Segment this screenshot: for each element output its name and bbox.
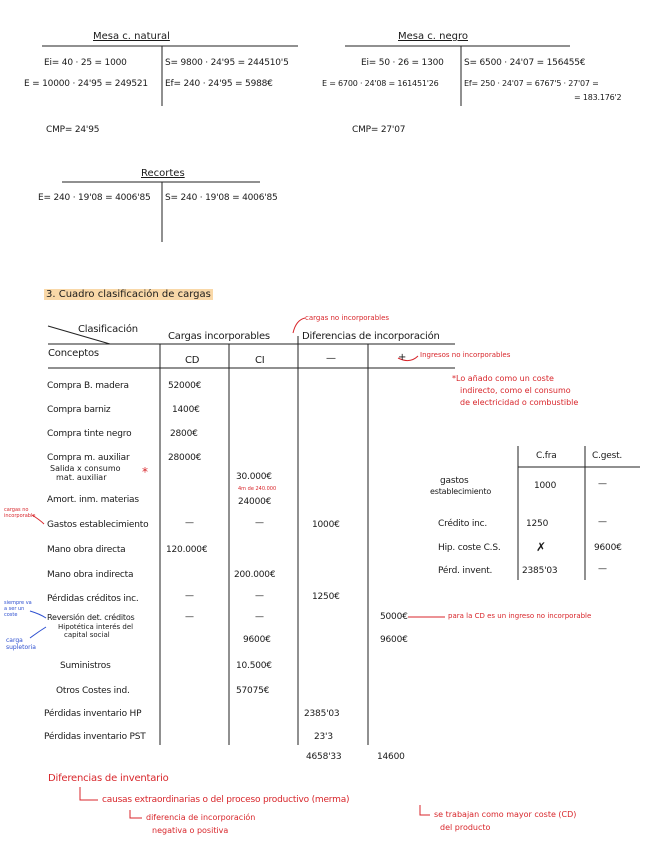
row-cd-1: 1400€ xyxy=(172,405,200,415)
side-row-v1-0: 1000 xyxy=(534,481,557,491)
side-row-v2-2: 9600€ xyxy=(594,543,622,553)
side-row-v2-3: — xyxy=(598,564,607,574)
bottom-line-3b: del producto xyxy=(440,823,491,832)
t-natural-credit-2: Ef= 240 · 24'95 = 5988€ xyxy=(165,79,273,89)
side-note xyxy=(452,373,578,409)
side-row-label-0b: establecimiento xyxy=(430,487,492,496)
side-note-line: indirecto, como el consumo xyxy=(460,386,571,395)
side-row-label-0: gastos xyxy=(440,476,469,486)
side-note-line: de electricidad o combustible xyxy=(460,398,579,407)
row-concept-4b: mat. auxiliar xyxy=(56,473,107,482)
side-row-v1-1: 1250 xyxy=(526,519,549,529)
row-cd-7: 120.000€ xyxy=(166,545,208,555)
row-concept-10: Reversión det. créditos xyxy=(47,613,135,622)
bottom-line-2b: negativa o positiva xyxy=(152,826,229,835)
row-ci-11: 9600€ xyxy=(243,635,271,645)
row-cd-2: 2800€ xyxy=(170,429,198,439)
bottom-line-1: causas extraordinarias o del proceso productivo (merma) xyxy=(102,795,350,805)
bottom-line-2a: diferencia de incorporación xyxy=(146,813,256,822)
row-minus-15: 23'3 xyxy=(314,732,333,742)
note-line: a ser un xyxy=(4,606,25,612)
note-line: cargas no xyxy=(4,507,29,513)
row-concept-8: Mano obra indirecta xyxy=(47,570,134,580)
t-negro-debit-1: Ei= 50 · 26 = 1300 xyxy=(361,58,444,68)
t-natural-debit-1: Ei= 40 · 25 = 1000 xyxy=(44,58,127,68)
row-cd-3: 28000€ xyxy=(168,453,202,463)
row-ci-12: 10.500€ xyxy=(236,661,272,671)
cmp-natural: CMP= 24'95 xyxy=(46,125,100,135)
t-recortes-debit-1: E= 240 · 19'08 = 4006'85 xyxy=(38,193,151,203)
header-diferencias: Diferencias de incorporación xyxy=(302,331,440,342)
t-account-negro-title: Mesa c. negro xyxy=(398,31,468,42)
row-concept-2: Compra tinte negro xyxy=(47,429,132,439)
row-concept-3: Compra m. auxiliar xyxy=(47,453,130,463)
row-ci-9: — xyxy=(255,591,264,601)
row-ci-6: — xyxy=(255,518,264,528)
row-minus-14: 2385'03 xyxy=(304,709,340,719)
row-concept-6: Gastos establecimiento xyxy=(47,520,149,530)
side-row-v1-2: ✗ xyxy=(536,540,546,554)
t-natural-credit-1: S= 9800 · 24'95 = 244510'5 xyxy=(165,58,289,68)
col-minus: — xyxy=(326,353,336,364)
row-ci-8: 200.000€ xyxy=(234,570,276,580)
row-minus-9: 1250€ xyxy=(312,592,340,602)
row-concept-4: Salida x consumo xyxy=(50,464,121,473)
t-natural-debit-2: E = 10000 · 24'95 = 249521 xyxy=(24,79,148,89)
note-cargas-no-incorporables: cargas no incorporables xyxy=(305,314,390,322)
row-plus-10: 5000€ xyxy=(380,612,408,622)
t-negro-credit-2: Ef= 250 · 24'07 = 6767'5 · 27'07 = xyxy=(464,79,599,88)
row-concept-15: Pérdidas inventario PST xyxy=(44,732,146,742)
row-minus-6: 1000€ xyxy=(312,520,340,530)
note-carga-supletoria xyxy=(6,637,36,651)
section-title: 3. Cuadro clasificación de cargas xyxy=(46,289,211,300)
row-concept-7: Mano obra directa xyxy=(47,545,126,555)
row-cd-6: — xyxy=(185,518,194,528)
side-row-label-2: Hip. coste C.S. xyxy=(438,543,501,553)
row-cd-0: 52000€ xyxy=(168,381,202,391)
note-line: supletoria xyxy=(6,644,36,651)
col-cd: CD xyxy=(185,355,200,366)
table-corner-top: Clasificación xyxy=(78,324,138,335)
row-concept-10b: Hipotética interés del xyxy=(58,623,134,631)
side-row-v1-3: 2385'03 xyxy=(522,566,558,576)
t-account-recortes-title: Recortes xyxy=(141,168,185,179)
side-table-h1: C.fra xyxy=(536,451,557,461)
col-ci: CI xyxy=(255,355,265,366)
side-note-line: *Lo añado como un coste xyxy=(452,374,554,383)
row-concept-12: Suministros xyxy=(60,661,111,671)
t-negro-credit-extra: = 183.176'2 xyxy=(574,93,622,102)
t-account-natural-title: Mesa c. natural xyxy=(93,31,170,42)
side-row-v2-0: — xyxy=(598,479,607,489)
bottom-title: Diferencias de inventario xyxy=(48,773,169,784)
note-cargas-no-incorporable xyxy=(4,507,35,519)
note-line: siempre va xyxy=(4,600,32,606)
row-ci-4-note: 4m de 240.000 xyxy=(238,486,277,492)
t-recortes-credit-1: S= 240 · 19'08 = 4006'85 xyxy=(165,193,278,203)
t-negro-credit-1: S= 6500 · 24'07 = 156455€ xyxy=(464,58,586,68)
row-ci-4: 30.000€ xyxy=(236,472,272,482)
row-ci-13: 57075€ xyxy=(236,686,270,696)
row-concept-1: Compra barniz xyxy=(47,405,111,415)
total-plus: 14600 xyxy=(377,752,405,762)
header-cargas-incorporables: Cargas incorporables xyxy=(168,331,270,342)
side-row-label-3: Pérd. invent. xyxy=(438,566,493,576)
row-concept-9: Pérdidas créditos inc. xyxy=(47,594,139,604)
ingreso-note: para la CD es un ingreso no incorporable xyxy=(448,612,592,620)
side-row-label-1: Crédito inc. xyxy=(438,519,488,529)
note-siempre-coste xyxy=(4,600,32,618)
row-concept-13: Otros Costes ind. xyxy=(56,686,130,696)
note-line: carga xyxy=(6,637,23,644)
cmp-negro: CMP= 27'07 xyxy=(352,125,406,135)
row-concept-10c: capital social xyxy=(64,631,110,639)
side-table-h2: C.gest. xyxy=(592,451,623,461)
row-ci-4b: 24000€ xyxy=(238,497,272,507)
table-corner-bottom: Conceptos xyxy=(48,348,99,359)
t-negro-debit-2: E = 6700 · 24'08 = 161451'26 xyxy=(322,79,439,88)
row-concept-0: Compra B. madera xyxy=(47,381,129,391)
row-ci-10: — xyxy=(255,612,264,622)
note-line: incorporable xyxy=(4,513,36,519)
side-row-v2-1: — xyxy=(598,517,607,527)
row-cd-10: — xyxy=(185,612,194,622)
asterisk-icon: * xyxy=(142,465,148,479)
note-ingresos-no-incorporables: Ingresos no incorporables xyxy=(420,351,511,359)
col-plus: + xyxy=(398,352,407,363)
row-concept-5: Amort. inm. materias xyxy=(47,495,139,505)
note-line: coste xyxy=(4,612,18,618)
row-concept-14: Pérdidas inventario HP xyxy=(44,709,142,719)
total-minus: 4658'33 xyxy=(306,752,342,762)
row-plus-11: 9600€ xyxy=(380,635,408,645)
bottom-line-3a: se trabajan como mayor coste (CD) xyxy=(434,810,577,819)
row-cd-9: — xyxy=(185,591,194,601)
